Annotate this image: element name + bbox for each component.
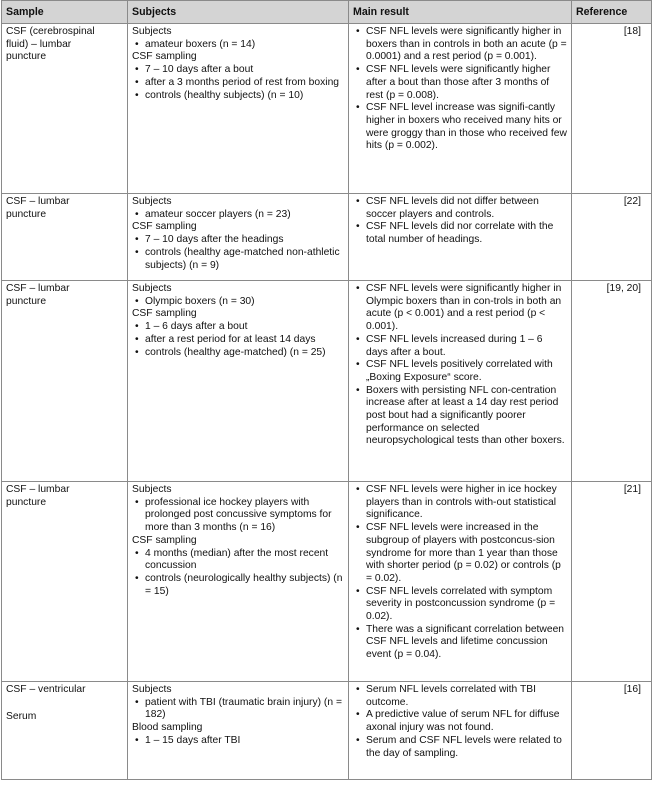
header-row — [2, 1, 652, 24]
header-sample: Sample — [2, 1, 128, 24]
subjects-cell — [128, 482, 349, 682]
nfl-studies-table — [1, 0, 652, 780]
subjects-heading: Subjects — [132, 196, 172, 207]
sample-line: CSF – lumbar — [6, 484, 70, 495]
result-item: • CSF NFL levels were significantly higher after a bout than those after 3 months of rest (p = 0.008). — [353, 64, 567, 102]
sampling-heading: CSF sampling — [132, 534, 197, 546]
subject-item: • professional ice hockey players with prolonged post concussive symptoms for more than 3 months (n = 16) — [132, 497, 344, 535]
reference-cell: [22] — [572, 194, 652, 281]
result-cell — [349, 194, 572, 281]
result-item: • CSF NFL levels positively correlated with „Boxing Exposure“ score. — [353, 359, 567, 384]
sample-cell — [2, 24, 128, 194]
result-cell — [349, 24, 572, 194]
sampling-item: • after a rest period for at least 14 days — [132, 334, 344, 347]
sampling-heading: CSF sampling — [132, 221, 197, 233]
result-item: • CSF NFL levels did nor correlate with the total number of headings. — [353, 221, 567, 246]
sampling-item: • 4 months (median) after the most recent concussion — [132, 548, 344, 573]
sample-line: puncture — [6, 208, 47, 220]
sampling-item: • controls (healthy subjects) (n = 10) — [132, 90, 344, 103]
sampling-item: • 7 – 10 days after the headings — [132, 234, 344, 247]
subjects-heading: Subjects — [132, 283, 172, 294]
result-item: • CSF NFL levels were higher in ice hockey players than in controls with-out statistical significance. — [353, 484, 567, 522]
subjects-cell — [128, 194, 349, 281]
sample-spacer — [6, 697, 123, 711]
result-cell — [349, 482, 572, 682]
result-cell — [349, 281, 572, 482]
result-item: • CSF NFL levels were increased in the subgroup of players with postconcus-sion syndrome for more than 1 year than those with shorter period (p = 0.02) or controls (p = 0.02). — [353, 522, 567, 586]
sampling-item: • controls (healthy age-matched) (n = 25) — [132, 347, 344, 360]
header-subjects: Subjects — [128, 1, 349, 24]
result-item: • CSF NFL levels correlated with symptom severity in postconcussion syndrome (p = 0.02). — [353, 586, 567, 624]
subject-item: • amateur boxers (n = 14) — [132, 39, 344, 52]
header-main-result: Main result — [349, 1, 572, 24]
reference-cell: [19, 20] — [572, 281, 652, 482]
reference-cell: [21] — [572, 482, 652, 682]
reference-cell: [18] — [572, 24, 652, 194]
sample-line: puncture — [6, 51, 47, 63]
result-item: • CSF NFL levels did not differ between soccer players and controls. — [353, 196, 567, 221]
sample-cell — [2, 482, 128, 682]
table-row — [2, 24, 652, 194]
result-item: • CSF NFL level increase was signifi-cantly higher in boxers who received many hits or were groggy than in those who received few hits (p = 0.002). — [353, 102, 567, 153]
reference-cell: [16] — [572, 682, 652, 780]
result-cell — [349, 682, 572, 780]
result-item: • A predictive value of serum NFL for diffuse axonal injury was not found. — [353, 709, 567, 734]
result-item: • Serum NFL levels correlated with TBI outcome. — [353, 684, 567, 709]
sample-line: Serum — [6, 710, 37, 722]
result-item: • CSF NFL levels were significantly higher in Olympic boxers than in con-trols in both an acute (p < 0.001) and a rest period (p < 0.001). — [353, 283, 567, 334]
sampling-item: • controls (neurologically healthy subjects) (n = 15) — [132, 573, 344, 598]
subjects-heading: Subjects — [132, 484, 172, 495]
subjects-cell — [128, 682, 349, 780]
subjects-heading: Subjects — [132, 26, 172, 37]
sample-line: CSF – ventricular — [6, 684, 86, 695]
sampling-item: • 7 – 10 days after a bout — [132, 64, 344, 77]
result-item: • Serum and CSF NFL levels were related to the day of sampling. — [353, 735, 567, 760]
sample-line: puncture — [6, 496, 47, 508]
sample-line: puncture — [6, 295, 47, 307]
sample-line: CSF (cerebrospinal — [6, 26, 95, 37]
subject-item: • patient with TBI (traumatic brain injury) (n = 182) — [132, 697, 344, 722]
sampling-item: • 1 – 6 days after a bout — [132, 321, 344, 334]
sample-line: fluid) – lumbar — [6, 38, 72, 50]
sample-cell — [2, 281, 128, 482]
sampling-item: • controls (healthy age-matched non-athletic subjects) (n = 9) — [132, 247, 344, 272]
table-row — [2, 482, 652, 682]
sampling-item: • 1 – 15 days after TBI — [132, 735, 344, 748]
result-item: • There was a significant correlation between CSF NFL levels and lifetime concussion event (p = 0.04). — [353, 624, 567, 662]
result-item: • Boxers with persisting NFL con-centration increase after at least a 14 day rest period post bout had a significantly poorer performance on selected neuropsychological tests than other boxers. — [353, 385, 567, 449]
table-row — [2, 194, 652, 281]
subjects-heading: Subjects — [132, 684, 172, 695]
table-row — [2, 682, 652, 780]
subject-item: • amateur soccer players (n = 23) — [132, 209, 344, 222]
sampling-heading: Blood sampling — [132, 722, 203, 734]
sample-line: CSF – lumbar — [6, 283, 70, 294]
sampling-item: • after a 3 months period of rest from boxing — [132, 77, 344, 90]
subjects-cell — [128, 281, 349, 482]
sampling-heading: CSF sampling — [132, 308, 197, 320]
header-reference: Reference — [572, 1, 652, 24]
subjects-cell — [128, 24, 349, 194]
sampling-heading: CSF sampling — [132, 51, 197, 63]
table-row — [2, 281, 652, 482]
subject-item: • Olympic boxers (n = 30) — [132, 296, 344, 309]
sample-cell — [2, 194, 128, 281]
result-item: • CSF NFL levels increased during 1 – 6 days after a bout. — [353, 334, 567, 359]
sample-line: CSF – lumbar — [6, 196, 70, 207]
result-item: • CSF NFL levels were significantly higher in boxers than in controls in both an acute (p = 0.0001) and a rest period (p = 0.001). — [353, 26, 567, 64]
sample-cell — [2, 682, 128, 780]
